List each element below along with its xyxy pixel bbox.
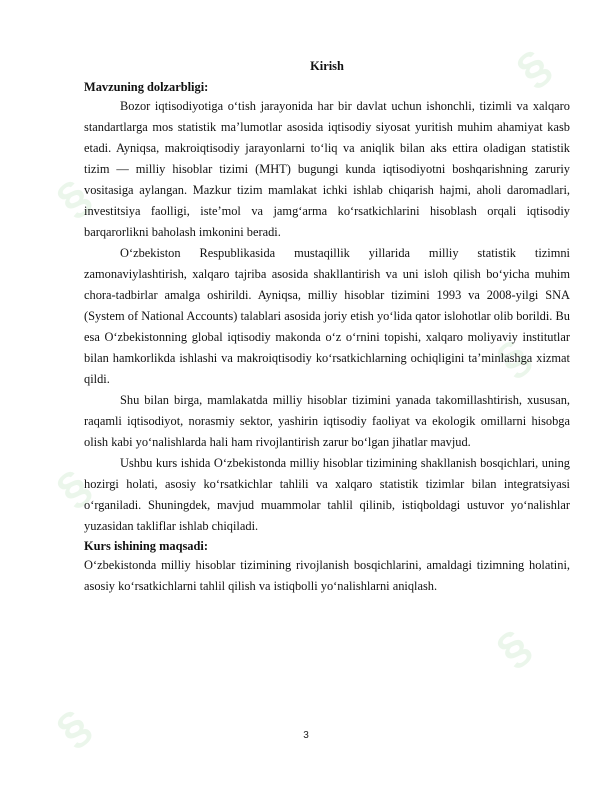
watermark-logo: § [486, 618, 542, 676]
watermark-logo: § [46, 698, 102, 756]
section-heading-relevance: Mavzuning dolzarbligi: [84, 80, 209, 94]
paragraph: O‘zbekistonda milliy hisoblar tizimining rivojlanish bosqichlarini, amaldagi tizimning holatini, asosiy ko‘rsatkichlarni tahlil qilish va istiqbolli yo‘nalishlarni aniqlash. [84, 558, 570, 593]
page-title: Kirish [310, 59, 344, 73]
watermark-logo: § [46, 168, 102, 226]
document-body [84, 58, 570, 597]
section-heading-goal: Kurs ishining maqsadi: [84, 539, 208, 553]
paragraph: Bozor iqtisodiyotiga o‘tish jarayonida har bir davlat uchun ishonchli, tizimli va xalqaro standartlarga mos statistik ma’lumotlar asosida iqtisodiy siyosat yuritish muhim ahamiyat kasb etadi. Ayniqsa, makroiqtisodiy jarayonlarni to‘liq va aniqlik bilan aks ettira oladigan statistik tizim — milliy hisoblar tizimi (MHT) bugungi kunda iqtisodiyotni boshqarishning zaruriy vositasiga aylangan. Mazkur tizim mamlakat ichki ishlab chiqarish hajmi, aholi daromadlari, investitsiya faolligi, iste’mol va jamg‘arma ko‘rsatkichlarini hisoblash orqali iqtisodiy barqarorlikni baholash imkonini beradi. [84, 99, 570, 239]
watermark-logo: § [506, 38, 562, 96]
watermark-logo: § [46, 458, 102, 516]
paragraph: Shu bilan birga, mamlakatda milliy hisoblar tizimini yanada takomillashtirish, xususan, raqamli iqtisodiyot, norasmiy sektor, yashirin iqtisodiy faoliyat va ekologik omillarni hisobga olish kabi yo‘nalishlarda hali ham rivojlantirish zarur bo‘lgan jihatlar mavjud. [84, 393, 570, 449]
paragraph: Ushbu kurs ishida O‘zbekistonda milliy hisoblar tizimining shakllanish bosqichlari, uning hozirgi holati, asosiy ko‘rsatkichlar tahlili va xalqaro statistik tizimlar bilan integratsiyasi o‘rganiladi. Shuningdek, mavjud muammolar tahlil qilinib, istiqboldagi ustuvor yo‘nalishlar yuzasidan takliflar ishlab chiqiladi. [84, 456, 570, 533]
watermark-logo: § [486, 328, 542, 386]
paragraph: O‘zbekiston Respublikasida mustaqillik yillarida milliy statistik tizimni zamonaviylashtirish, xalqaro tajriba asosida shakllantirish va uni isloh qilish bo‘yicha muhim chora-tadbirlar amalga oshirildi. Ayniqsa, milliy hisoblar tizimini 1993 va 2008-yilgi SNA (System of National Accounts) talablari asosida joriy etish yo‘lida qator islohotlar olib borildi. Bu esa O‘zbekistonning global iqtisodiy makonda o‘z o‘rnini topishi, xalqaro moliyaviy institutlar bilan hamkorlikda ishlashi va makroiqtisodiy ko‘rsatkichlarning ochiqligini ta’minlashga xizmat qildi. [84, 246, 570, 386]
page-number: 3 [303, 730, 309, 741]
